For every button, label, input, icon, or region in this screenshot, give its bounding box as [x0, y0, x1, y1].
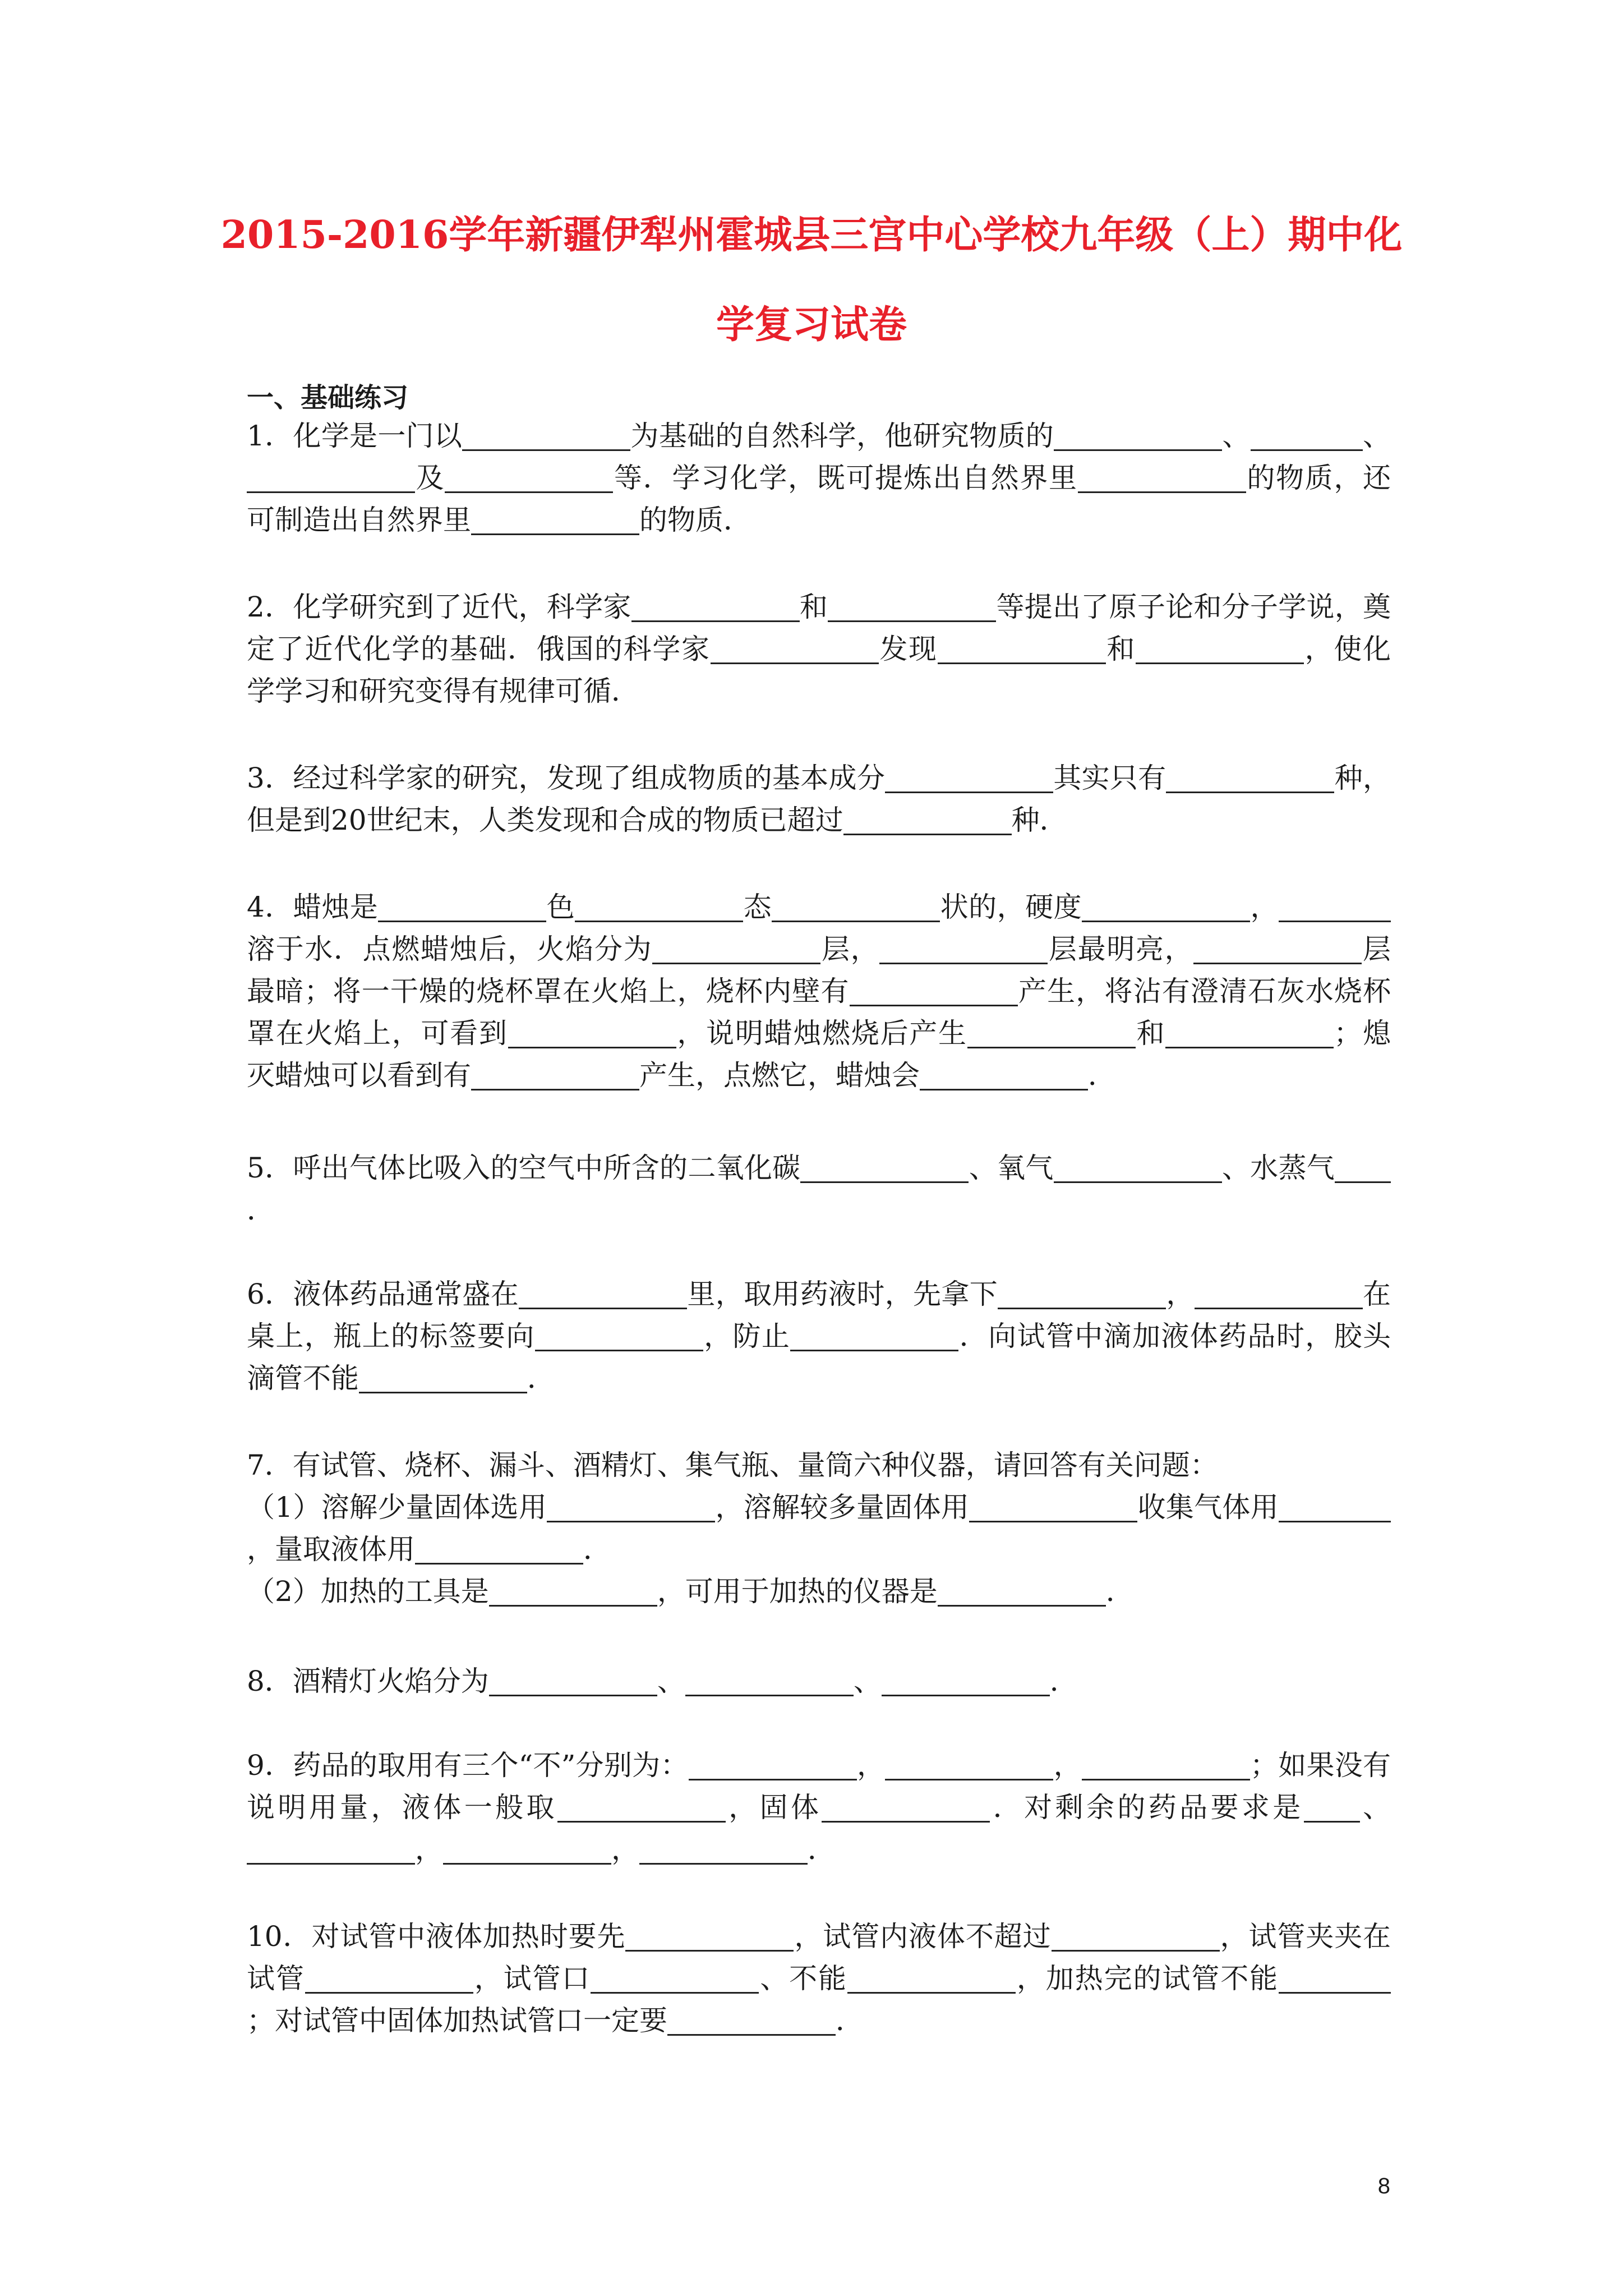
answer-blank[interactable]	[1082, 891, 1250, 922]
exam-title-line1: 2015-2016学年新疆伊犁州霍城县三宫中心学校九年级（上）期中化	[220, 213, 1403, 257]
answer-blank[interactable]	[822, 1792, 990, 1823]
question-9: 9．药品的取用有三个“不”分别为： ， ， ；如果没有说明用量，液体一般取 ，固体 ．对剩余的药品要求是 、， ， ．	[247, 1749, 1391, 1866]
answer-blank[interactable]	[1078, 462, 1246, 493]
answer-blank[interactable]	[535, 1320, 703, 1351]
question-10: 10．对试管中液体加热时要先 ，试管内液体不超过 ，试管夹夹在试管 ，试管口 、不能 ，加热完的试管不能；对试管中固体加热试管口一定要 ．	[247, 1920, 1391, 2037]
section-heading: 一、基础练习	[247, 382, 409, 413]
answer-blank[interactable]	[879, 933, 1048, 964]
answer-blank[interactable]	[415, 1534, 583, 1565]
answer-blank[interactable]	[247, 1834, 415, 1865]
question-7-intro: 7．有试管、烧杯、漏斗、酒精灯、集气瓶、量筒六种仪器，请回答有关问题：	[247, 1449, 1218, 1481]
question-7: 7．有试管、烧杯、漏斗、酒精灯、集气瓶、量筒六种仪器，请回答有关问题： （1）溶解少量固体选用 ，溶解较多量固体用 收集气体用，量取液体用 ． （2）加热的工具是 ，可用于加热的仪器是 ．	[247, 1444, 1391, 1613]
answer-blank[interactable]	[847, 1963, 1016, 1994]
answer-blank[interactable]	[1193, 933, 1362, 964]
answer-blank[interactable]	[938, 1576, 1106, 1607]
answer-blank[interactable]	[1136, 633, 1304, 664]
question-3: 3．经过科学家的研究，发现了组成物质的基本成分 其实只有 种，但是到20世纪末，人类发现和合成的物质已超过 种．	[247, 762, 1391, 836]
answer-blank[interactable]	[652, 933, 820, 964]
question-6: 6．液体药品通常盛在 里，取用药液时，先拿下 ， 在桌上，瓶上的标签要向 ，防止 ．向试管中滴加液体药品时，胶头滴管不能 ．	[247, 1278, 1391, 1395]
question-8: 8．酒精灯火焰分为 、 、 ．	[247, 1665, 1078, 1697]
answer-blank[interactable]	[591, 1963, 759, 1994]
question-1: 1．化学是一门以 为基础的自然科学，他研究物质的 、 、及 等．学习化学，既可提炼出自然界里 的物质，还可制造出自然界里 的物质．	[247, 420, 1391, 536]
question-4: 4．蜡烛是 色 态 状的，硬度 ，溶于水．点燃蜡烛后，火焰分为 层， 层最明亮， 层最暗；将一干燥的烧杯罩在火焰上，烧杯内壁有 产生，将沾有澄清石灰水烧杯罩在火焰上，可看到 ，说明蜡烛燃烧后产生 和 ；熄灭蜡烛可以看到有 产生，点燃它，蜡烛会 ．	[247, 891, 1391, 1092]
answer-blank[interactable]	[969, 1492, 1137, 1522]
answer-blank[interactable]	[547, 1492, 715, 1522]
answer-blank[interactable]	[938, 633, 1106, 664]
exam-title-line2: 学复习试卷	[716, 302, 907, 347]
answer-blank[interactable]	[445, 462, 613, 493]
answer-blank[interactable]	[1054, 1152, 1222, 1183]
answer-blank[interactable]	[575, 891, 743, 922]
answer-blank[interactable]	[920, 1060, 1088, 1091]
answer-blank[interactable]	[843, 804, 1012, 835]
answer-blank[interactable]	[800, 1152, 969, 1183]
answer-blank[interactable]	[471, 1060, 639, 1091]
answer-blank[interactable]	[1166, 762, 1334, 793]
answer-blank[interactable]	[471, 504, 639, 535]
answer-blank[interactable]	[685, 1665, 854, 1696]
answer-blank[interactable]	[885, 762, 1053, 793]
answer-blank[interactable]	[1279, 891, 1391, 922]
answer-blank[interactable]	[1052, 1921, 1220, 1952]
question-2: 2．化学研究到了近代，科学家 和 等提出了原子论和分子学说，奠定了近代化学的基础．俄国的科学家 发现 和 ，使化学学习和研究变得有规律可循．	[247, 591, 1391, 707]
answer-blank[interactable]	[1082, 1750, 1250, 1780]
answer-blank[interactable]	[489, 1576, 657, 1607]
answer-blank[interactable]	[790, 1320, 958, 1351]
answer-blank[interactable]	[462, 420, 630, 451]
answer-blank[interactable]	[489, 1665, 657, 1696]
answer-blank[interactable]	[1304, 1792, 1360, 1823]
answer-blank[interactable]	[639, 1834, 808, 1865]
answer-blank[interactable]	[1195, 1278, 1363, 1309]
answer-blank[interactable]	[1279, 1492, 1391, 1522]
answer-blank[interactable]	[1054, 420, 1222, 451]
answer-blank[interactable]	[443, 1834, 611, 1865]
answer-blank[interactable]	[885, 1750, 1053, 1780]
answer-blank[interactable]	[772, 891, 940, 922]
answer-blank[interactable]	[1165, 1018, 1334, 1048]
answer-blank[interactable]	[359, 1363, 527, 1393]
answer-blank[interactable]	[882, 1665, 1050, 1696]
question-5: 5．呼出气体比吸入的空气中所含的二氧化碳 、氧气 、水蒸气．	[247, 1147, 1391, 1231]
answer-blank[interactable]	[667, 2005, 836, 2036]
answer-blank[interactable]	[850, 976, 1018, 1006]
answer-blank[interactable]	[378, 891, 546, 922]
answer-blank[interactable]	[1279, 1963, 1391, 1994]
answer-blank[interactable]	[305, 1963, 473, 1994]
answer-blank[interactable]	[519, 1278, 687, 1309]
answer-blank[interactable]	[828, 591, 996, 622]
page-number: 8	[1377, 2174, 1390, 2198]
answer-blank[interactable]	[557, 1792, 726, 1823]
answer-blank[interactable]	[625, 1921, 794, 1952]
answer-blank[interactable]	[1251, 420, 1363, 451]
answer-blank[interactable]	[967, 1018, 1136, 1048]
answer-blank[interactable]	[711, 633, 879, 664]
answer-blank[interactable]	[1335, 1152, 1391, 1183]
answer-blank[interactable]	[508, 1018, 676, 1048]
answer-blank[interactable]	[689, 1750, 857, 1780]
answer-blank[interactable]	[247, 462, 415, 493]
answer-blank[interactable]	[998, 1278, 1166, 1309]
answer-blank[interactable]	[631, 591, 800, 622]
